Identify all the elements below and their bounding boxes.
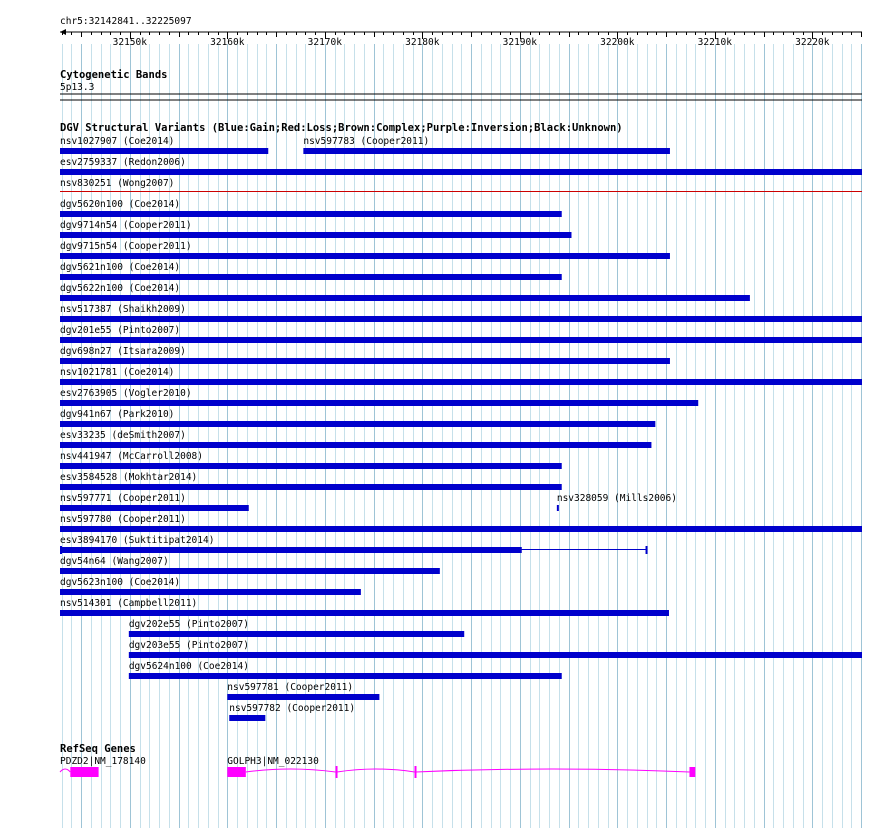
ruler-tick-label: 32200k [600,37,635,48]
dgv-feature-label: nsv514301 (Campbell2011) [60,598,198,609]
dgv-feature-label: dgv5623n100 (Coe2014) [60,577,181,588]
dgv-feature-label: nsv517387 (Shaikh2009) [60,304,186,315]
dgv-feature-label: dgv9715n54 (Cooper2011) [60,241,192,252]
dgv-feature-label: nsv830251 (Wong2007) [60,178,175,189]
dgv-feature-bar [60,148,268,154]
dgv-feature[interactable] [227,682,379,700]
dgv-feature-bar [60,547,522,553]
dgv-feature[interactable] [60,472,562,490]
ruler-tick-label: 32150k [112,37,147,48]
dgv-feature-bar [60,169,862,175]
dgv-feature-label: dgv5624n100 (Coe2014) [128,661,249,672]
dgv-feature[interactable] [60,556,440,574]
dgv-feature-bar [60,337,862,343]
dgv-feature-label: nsv441947 (McCarroll2008) [60,451,203,462]
dgv-feature-label: dgv5622n100 (Coe2014) [60,283,181,294]
dgv-feature[interactable] [129,640,862,658]
dgv-feature-bar [60,232,571,238]
dgv-feature[interactable] [303,136,670,154]
ruler-tick-label: 32160k [210,37,245,48]
ruler-tick-label: 32210k [697,37,732,48]
dgv-feature-bar [129,652,862,658]
ruler-tick-label: 32170k [307,37,342,48]
dgv-feature-label: dgv201e55 (Pinto2007) [60,325,181,336]
gene-exon [415,766,417,778]
dgv-feature-bar [60,253,670,259]
dgv-feature-bar [129,631,464,637]
dgv-feature-label: nsv1027907 (Coe2014) [60,136,175,147]
dgv-feature-bar [60,295,750,301]
dgv-feature-label: esv3894170 (Suktitipat2014) [60,535,215,546]
dgv-feature[interactable] [60,283,750,301]
dgv-feature-label: nsv597782 (Cooper2011) [229,703,356,714]
dgv-feature-bar [229,715,265,721]
dgv-feature[interactable] [229,703,355,721]
dgv-feature-bar [60,274,562,280]
dgv-feature-label: dgv203e55 (Pinto2007) [128,640,249,651]
gene-exon [70,767,98,777]
dgv-feature[interactable] [60,451,562,469]
dgv-feature-label: nsv328059 (Mills2006) [556,493,677,504]
refseq-track[interactable] [60,743,695,778]
dgv-feature[interactable] [129,661,562,679]
dgv-feature-label: nsv597780 (Cooper2011) [60,514,186,525]
dgv-feature-bar [227,694,379,700]
dgv-feature-bar [60,421,655,427]
dgv-track-title: DGV Structural Variants (Blue:Gain;Red:Loss;Brown:Complex;Purple:Inversion;Black:Unknown) [60,122,623,134]
ruler-tick-label: 32190k [502,37,537,48]
dgv-feature-cap [60,546,62,554]
dgv-feature-label: dgv941n67 (Park2010) [60,409,175,420]
dgv-feature-bar [60,400,698,406]
cytoband-label: 5p13.3 [60,82,95,93]
dgv-feature-label: dgv202e55 (Pinto2007) [128,619,249,630]
dgv-feature-bar [60,358,670,364]
dgv-feature-label: dgv698n27 (Itsara2009) [60,346,186,357]
refseq-track-title: RefSeq Genes [60,743,136,755]
dgv-feature-label: dgv54n64 (Wang2007) [60,556,169,567]
dgv-feature-bar [60,505,249,511]
dgv-feature[interactable] [557,493,677,511]
dgv-feature-label: nsv597781 (Cooper2011) [227,682,354,693]
dgv-feature-label: dgv9714n54 (Cooper2011) [60,220,192,231]
dgv-feature-label: nsv1021781 (Coe2014) [60,367,175,378]
dgv-feature[interactable] [60,262,562,280]
dgv-feature[interactable] [60,493,249,511]
dgv-feature-label: dgv5621n100 (Coe2014) [60,262,181,273]
ruler-track [60,16,862,48]
dgv-feature-label: dgv5620n100 (Coe2014) [60,199,181,210]
dgv-feature-bar [60,610,669,616]
dgv-feature-label: nsv597771 (Cooper2011) [60,493,186,504]
dgv-feature-label: esv2759337 (Redon2006) [60,157,186,168]
gene-intron [337,769,415,772]
gene-feature[interactable] [60,756,146,777]
gene-exon [336,766,338,778]
dgv-feature-bar [60,211,562,217]
dgv-feature-bar [60,526,862,532]
dgv-feature-bar [60,589,361,595]
gene-intron [246,769,336,772]
dgv-feature[interactable] [60,388,698,406]
dgv-feature-bar [60,442,651,448]
gene-exon [689,767,695,777]
dgv-feature-bar [557,505,559,511]
dgv-feature-bar [303,148,670,154]
gene-intron [60,769,70,772]
dgv-track[interactable] [60,122,862,721]
dgv-feature-bar [60,316,862,322]
dgv-feature-bar [60,379,862,385]
cytoband-title: Cytogenetic Bands [60,69,168,81]
gene-exon [227,767,246,777]
dgv-feature-bar [129,673,562,679]
gene-label: PDZD2|NM_178140 [60,756,146,767]
gene-label: GOLPH3|NM_022130 [227,756,319,767]
dgv-feature-bar [60,463,562,469]
dgv-feature[interactable] [60,409,655,427]
dgv-feature-label: esv3584528 (Mokhtar2014) [60,472,198,483]
gene-intron [416,769,689,772]
ruler-tick-label: 32220k [795,37,830,48]
dgv-feature-bar [60,568,440,574]
locus-label: chr5:32142841..32225097 [60,16,192,27]
ruler-tick-label: 32180k [405,37,440,48]
dgv-feature-cap [646,546,648,554]
dgv-feature[interactable] [60,430,651,448]
dgv-feature-label: esv2763905 (Vogler2010) [60,388,192,399]
dgv-feature-bar [60,484,562,490]
dgv-feature-label: esv33235 (deSmith2007) [60,430,186,441]
dgv-feature-label: nsv597783 (Cooper2011) [303,136,430,147]
dgv-feature[interactable] [60,199,562,217]
